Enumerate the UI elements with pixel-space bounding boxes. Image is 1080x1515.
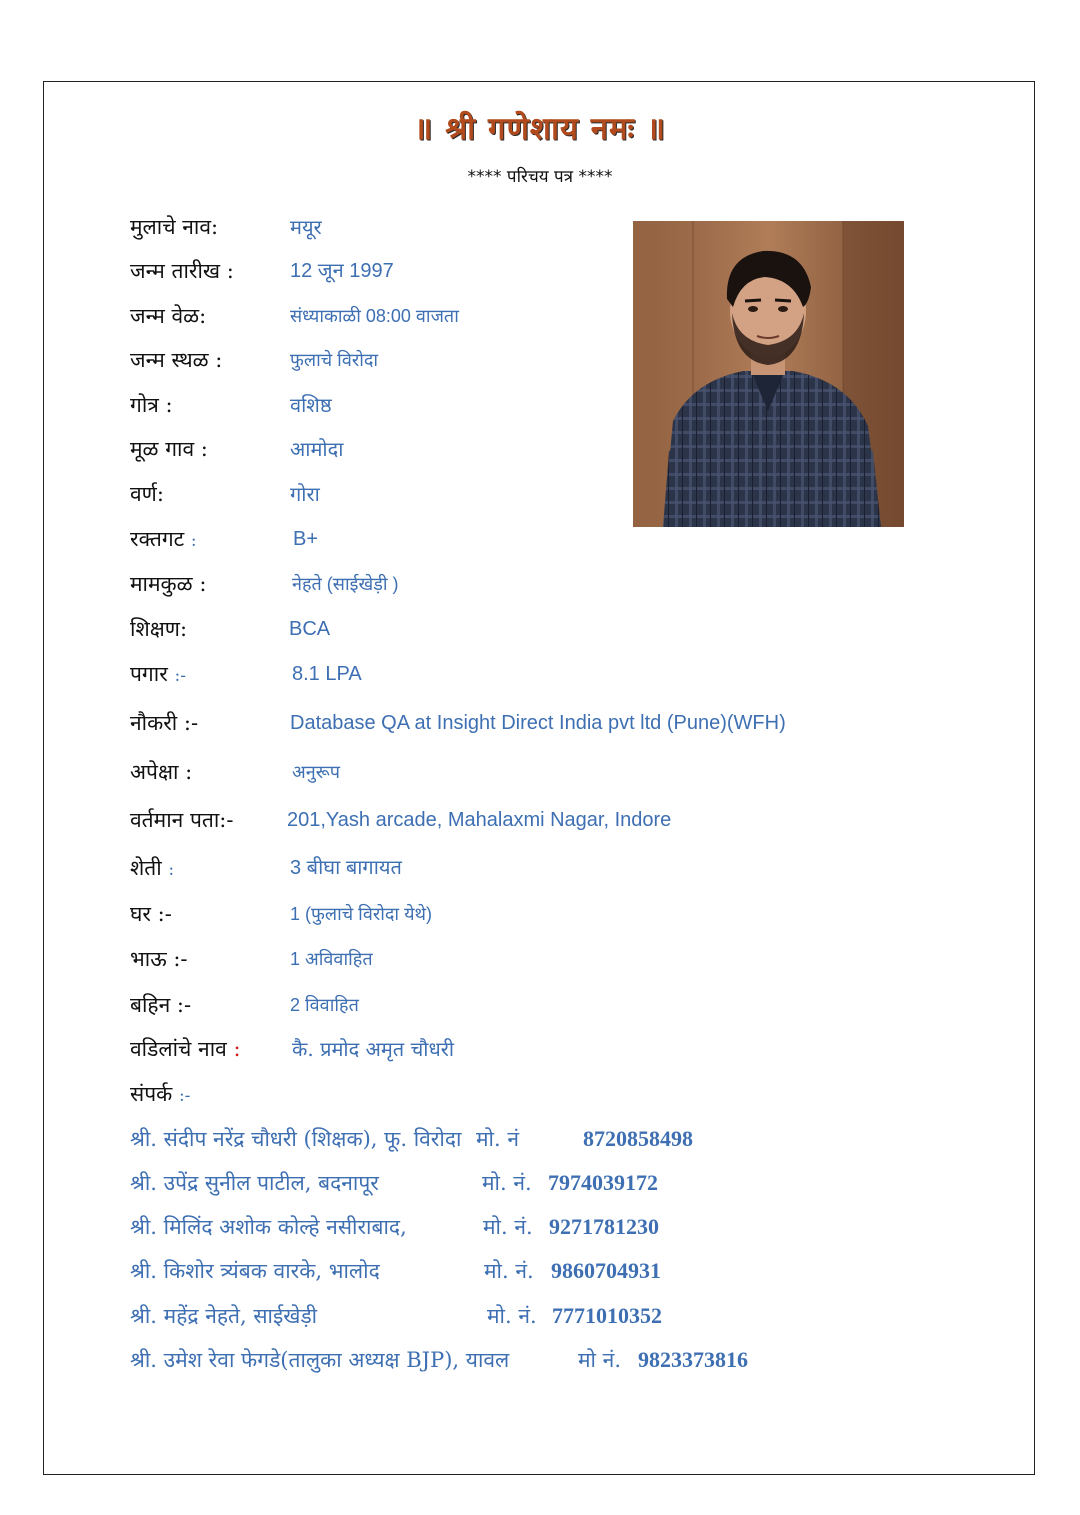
- field-label: रक्तगट :: [130, 527, 197, 551]
- field-label: घर :-: [130, 902, 172, 926]
- field-row-expectation: [130, 754, 1010, 794]
- field-value: Database QA at Insight Direct India pvt ltd (Pune)(WFH): [290, 712, 786, 734]
- profile-photo: [633, 221, 904, 527]
- field-row-contact-heading: [130, 1076, 1010, 1116]
- field-value: फुलाचे विरोदा: [290, 350, 379, 370]
- field-label: शेती :: [130, 856, 175, 880]
- field-label: जन्म स्थळ :: [130, 348, 223, 372]
- contact-row: [130, 1209, 730, 1245]
- contact-row: [130, 1342, 830, 1378]
- contact-phone: 9823373816: [638, 1347, 748, 1372]
- contact-mobile-label: मो. नं.: [487, 1304, 537, 1328]
- field-row-blood-group: [130, 521, 1010, 561]
- contact-mobile-label: मो. नं.: [483, 1215, 533, 1239]
- contact-phone: 7771010352: [552, 1303, 662, 1328]
- contact-phone: 9860704931: [551, 1258, 661, 1283]
- field-row-job: [130, 705, 1010, 745]
- field-value: आमोदा: [290, 437, 344, 461]
- field-value: BCA: [289, 618, 331, 640]
- contact-row: [130, 1253, 730, 1289]
- page-title: ॥ श्री गणेशाय नमः ॥: [413, 111, 667, 147]
- field-label: नौकरी :-: [130, 711, 199, 735]
- field-value: वशिष्ठ: [290, 393, 332, 417]
- field-label: मुलाचे नाव:: [130, 215, 219, 239]
- contact-name: श्री. मिलिंद अशोक कोल्हे नसीराबाद,: [130, 1215, 407, 1239]
- field-label: जन्म वेळ:: [130, 304, 207, 328]
- field-row-current-address: [130, 802, 1010, 842]
- field-row-maternal-family: [130, 566, 1010, 606]
- field-value: 201,Yash arcade, Mahalaxmi Nagar, Indore: [287, 809, 672, 831]
- field-label: वर्तमान पता:-: [130, 808, 234, 832]
- field-label: गोत्र :: [130, 393, 173, 417]
- contact-name: श्री. उमेश रेवा फेगडे(तालुका अध्यक्ष BJP), यावल: [130, 1348, 510, 1372]
- contact-mobile-label: मो नं.: [578, 1348, 622, 1372]
- contact-name: श्री. उपेंद्र सुनील पाटील, बदनापूर: [130, 1171, 379, 1195]
- field-value: कै. प्रमोद अमृत चौधरी: [292, 1037, 455, 1061]
- contact-name: श्री. महेंद्र नेहते, साईखेड़ी: [130, 1304, 318, 1328]
- field-value: 8.1 LPA: [292, 663, 362, 685]
- field-row-sisters: [130, 987, 1010, 1027]
- field-row-father-name: [130, 1031, 1010, 1071]
- field-value: नेहते (साईखेड़ी ): [292, 574, 399, 594]
- field-value: संध्याकाळी 08:00 वाजता: [290, 306, 459, 326]
- field-value: 2 विवाहित: [290, 995, 359, 1015]
- field-label: जन्म तारीख :: [130, 259, 234, 283]
- field-label: भाऊ :-: [130, 947, 188, 971]
- field-label: वर्ण:: [130, 482, 164, 506]
- contact-mobile-label: मो. नं.: [482, 1171, 532, 1195]
- field-value: गोरा: [290, 482, 320, 506]
- field-value: B+: [293, 528, 319, 550]
- contact-row: [130, 1165, 730, 1201]
- field-label: संपर्क :-: [130, 1082, 191, 1106]
- page-subtitle: **** परिचय पत्र ****: [467, 167, 613, 187]
- contact-mobile-label: मो. नं.: [484, 1259, 534, 1283]
- field-label: अपेक्षा :: [130, 760, 193, 784]
- field-label: पगार :-: [130, 662, 186, 686]
- contact-phone: 7974039172: [548, 1170, 658, 1195]
- field-value: 1 अविवाहित: [290, 949, 373, 969]
- contact-row: [130, 1121, 730, 1157]
- field-value: 12 जून 1997: [290, 260, 394, 282]
- field-row-house: [130, 896, 1010, 936]
- field-row-education: [130, 611, 1010, 651]
- contact-phone: 9271781230: [549, 1214, 659, 1239]
- field-label: मूळ गाव :: [130, 437, 208, 461]
- field-label: वडिलांचे नाव :: [130, 1037, 241, 1061]
- field-label: मामकुळ :: [130, 572, 207, 596]
- field-value: अनुरूप: [292, 762, 340, 782]
- field-label: बहिन :-: [130, 993, 192, 1017]
- contact-row: [130, 1298, 730, 1334]
- field-row-salary: [130, 656, 1010, 696]
- field-row-brothers: [130, 941, 1010, 981]
- contact-name: श्री. संदीप नरेंद्र चौधरी (शिक्षक), फू. विरोदा: [130, 1127, 462, 1151]
- field-label: शिक्षण:: [130, 617, 188, 641]
- contact-phone: 8720858498: [583, 1126, 693, 1151]
- contact-mobile-label: मो. नं: [476, 1127, 520, 1151]
- contact-name: श्री. किशोर त्र्यंबक वारके, भालोद: [130, 1259, 380, 1283]
- field-value: 1 (फुलाचे विरोदा येथे): [290, 904, 433, 924]
- field-value: मयूर: [290, 215, 322, 239]
- field-row-farm-land: [130, 850, 1010, 890]
- field-value: 3 बीघा बागायत: [290, 857, 402, 879]
